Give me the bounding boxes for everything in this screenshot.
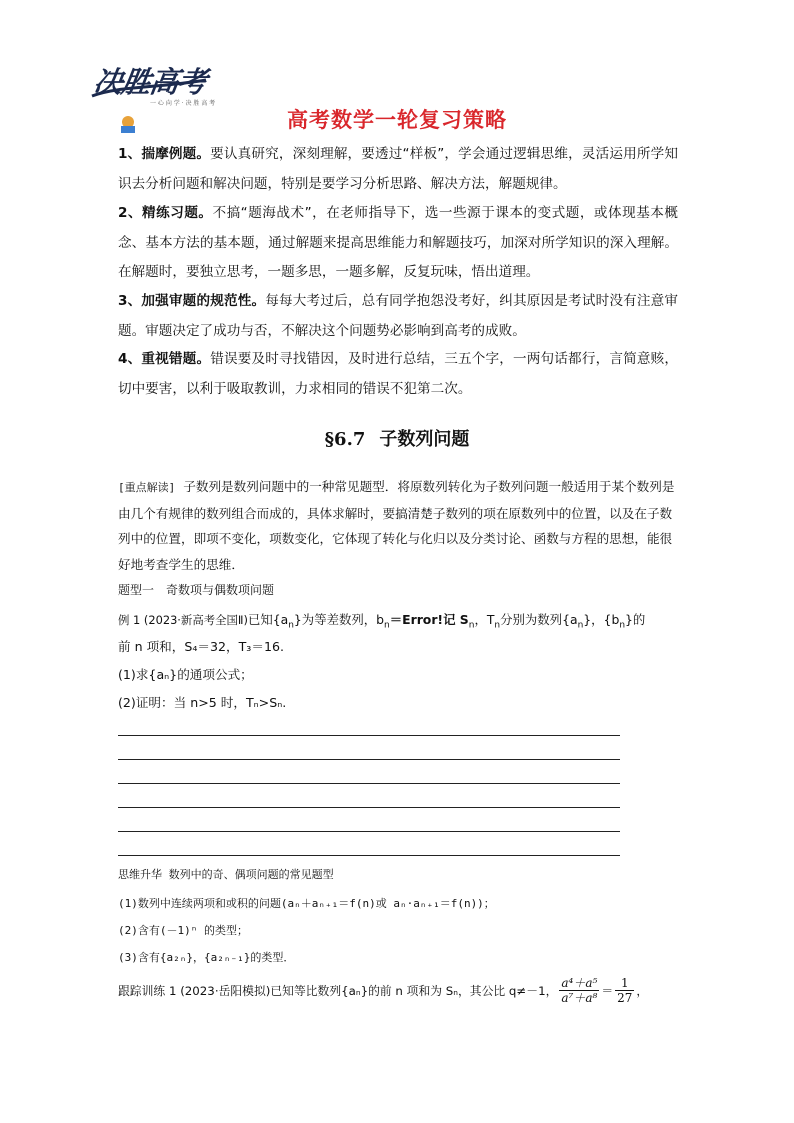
section-number: §6.7 [324, 429, 366, 450]
value-fraction [615, 976, 634, 1005]
thinking-point-1: (1)数列中连续两项和或积的问题(aₙ＋aₙ₊₁＝f(n)或 aₙ·aₙ₊₁＝f(n))； [118, 897, 495, 910]
example-text: }的 [625, 612, 646, 627]
answer-line [118, 807, 620, 808]
strategy-label: 4、重视错题。 [118, 351, 211, 367]
key-label: [重点解读] [118, 481, 176, 494]
type-title: 题型一 奇数项与偶数项问题 [118, 583, 275, 597]
strategy-item-4 [118, 345, 678, 404]
answer-line [118, 759, 620, 760]
section-name: 子数列问题 [379, 429, 470, 450]
strategy-text: 不搞“题海战术”，在老师指导下，选一些源于课本的变式题，或体现基本概念、基本方法的基本题，通过解题来提高思维能力和解题技巧，加深对所学知识的深入理解。在解题时，要独立思考，一题多思，一题多解，反复玩味，悟出道理。 [118, 205, 678, 280]
fraction-numerator: 1 [615, 976, 634, 991]
strategy-item-1 [118, 140, 678, 199]
example-text: ＝Error!记 S [389, 612, 469, 627]
section-title [0, 425, 794, 451]
answer-line [118, 735, 620, 736]
fraction-numerator: a⁴＋a⁵ [561, 976, 598, 990]
tracking-text: 跟踪训练 1 (2023·岳阳模拟)已知等比数列{aₙ}的前 n 项和为 Sₙ，其公比 q≠－1， [118, 984, 558, 998]
answer-line [118, 831, 620, 832]
key-text: 子数列是数列问题中的一种常见题型．将原数列转化为子数列问题一般适用于某个数列是由几个有规律的数列组合而成的，具体求解时，要搞清楚子数列的项在原数列中的位置，以及在子数列中的位置，即项不变化，项数变化，它体现了转化与化归以及分类讨论、函数与方程的思想，能很好地考查学生的思维． [118, 479, 675, 572]
strategy-item-2 [118, 199, 678, 288]
example-text: ，T [474, 612, 495, 627]
answer-line [118, 855, 620, 856]
thinking-point-2: (2)含有(－1)ⁿ 的类型； [118, 924, 248, 937]
key-reading [118, 474, 678, 577]
answer-line [118, 783, 620, 784]
example-line-1: 例 1 (2023·新高考全国Ⅱ)已知$\{a_n\}$为等差数列，$b_n=Error$!记 $S_n$，$T_n$分别为数列$\{a_n\}$，$\{b_n\}$的 [118, 612, 646, 631]
strategy-label: 1、揣摩例题。 [118, 146, 211, 162]
strategy-text: 每每大考过后，总有同学抱怨没考好，纠其原因是考试时没有注意审题。审题决定了成功与否，不解决这个问题势必影响到高考的成败。 [118, 293, 678, 339]
example-question-2: (2)证明：当 n>5 时，Tₙ>Sₙ. [118, 695, 287, 710]
example-text: 分别为数列{a [500, 612, 578, 627]
fraction-denominator: 27 [617, 991, 633, 1005]
tracking-exercise: 跟踪训练 1 (2023·岳阳模拟)已知等比数列{aₙ}的前 n 项和为 Sₙ，其公比 q≠－1， $\frac{\text{a⁴＋a⁵}}{\text{a⁷＋a⁸}}$ ＝ $\frac{1}{27}$ ， [118, 976, 649, 1005]
logo-subtext: 一 心 向 学 · 决 胜 高 考 [150, 100, 216, 107]
page-title: 高考数学一轮复习策略 [287, 108, 507, 132]
example-text: }，{b [583, 612, 620, 627]
strategy-text: 要认真研究，深刻理解，要透过“样板”，学会通过逻辑思维，灵活运用所学知识去分析问题和解决问题，特别是要学习分析思路、解决方法，解题规律。 [118, 146, 678, 192]
example-question-1: (1)求{aₙ}的通项公式； [118, 667, 253, 682]
example-source: 例 1 (2023·新高考全国Ⅱ) [118, 613, 248, 627]
strategy-text: 错误要及时寻找错因，及时进行总结，三五个字，一两句话都行，言简意赅，切中要害，以利于吸取教训，力求相同的错误不犯第二次。 [118, 351, 678, 397]
fraction-denominator: a⁷＋a⁸ [561, 991, 598, 1005]
example-text: }为等差数列，b [293, 612, 385, 627]
ratio-fraction [559, 976, 599, 1005]
strategy-label: 2、精练习题。 [118, 205, 213, 221]
example-line-2: 前 n 项和，S₄＝32，T₃＝16. [118, 639, 284, 654]
strategy-label: 3、加强审题的规范性。 [118, 293, 266, 309]
thinking-title: 思维升华 数列中的奇、偶项问题的常见题型 [118, 868, 334, 881]
logo-text: 决胜高考 [91, 65, 209, 99]
thinking-point-3: (3)含有{a₂ₙ}，{a₂ₙ₋₁}的类型． [118, 951, 295, 964]
strategy-item-3 [118, 287, 678, 346]
example-text: 已知{a [247, 612, 289, 627]
